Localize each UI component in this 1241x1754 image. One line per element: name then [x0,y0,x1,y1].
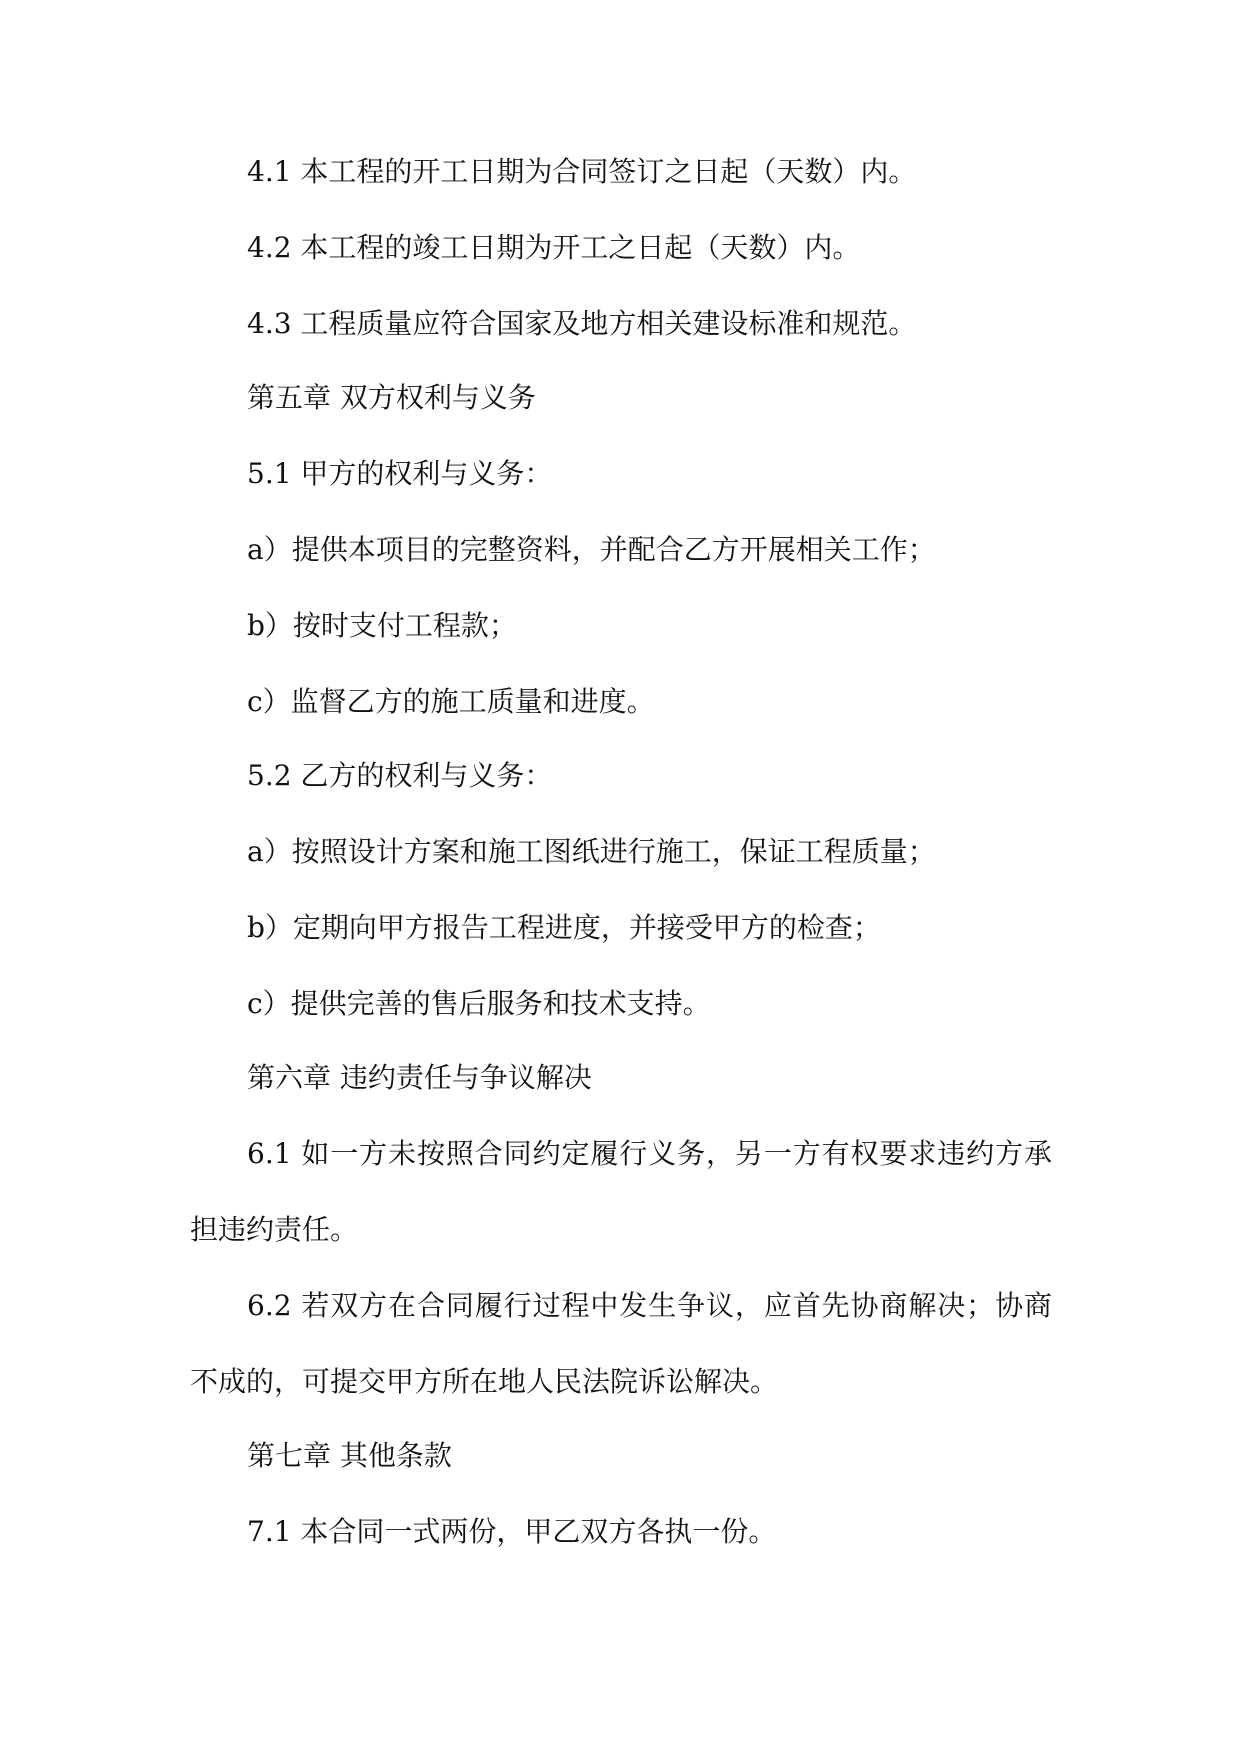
clause-6-2-line-2: 不成的，可提交甲方所在地人民法院诉讼解决。 [190,1365,779,1398]
chapter-7-heading: 第七章 其他条款 [247,1439,452,1472]
clause-5-2-a: a）按照设计方案和施工图纸进行施工，保证工程质量； [247,835,936,868]
clause-7-1: 7.1 本合同一式两份，甲乙双方各执一份。 [247,1515,777,1548]
clause-4-1: 4.1 本工程的开工日期为合同签订之日起（天数）内。 [247,155,917,188]
clause-5-1-b: b）按时支付工程款； [247,609,517,642]
clause-5-2: 5.2 乙方的权利与义务： [247,759,553,792]
clause-4-3: 4.3 工程质量应符合国家及地方相关建设标准和规范。 [247,307,917,340]
clause-5-1-c: c）监督乙方的施工质量和进度。 [247,685,655,718]
chapter-6-heading: 第六章 违约责任与争议解决 [247,1061,592,1094]
clause-5-1: 5.1 甲方的权利与义务： [247,457,553,490]
clause-5-2-c: c）提供完善的售后服务和技术支持。 [247,987,711,1020]
chapter-5-heading: 第五章 双方权利与义务 [247,381,536,414]
clause-6-1-line-1: 6.1 如一方未按照合同约定履行义务，另一方有权要求违约方承 [247,1137,1052,1170]
clause-6-2-line-1: 6.2 若双方在合同履行过程中发生争议，应首先协商解决；协商 [247,1289,1052,1322]
clause-6-1-line-2: 担违约责任。 [190,1213,359,1246]
clause-5-1-a: a）提供本项目的完整资料，并配合乙方开展相关工作； [247,533,936,566]
clause-5-2-b: b）定期向甲方报告工程进度，并接受甲方的检查； [247,911,881,944]
clause-4-2: 4.2 本工程的竣工日期为开工之日起（天数）内。 [247,231,861,264]
